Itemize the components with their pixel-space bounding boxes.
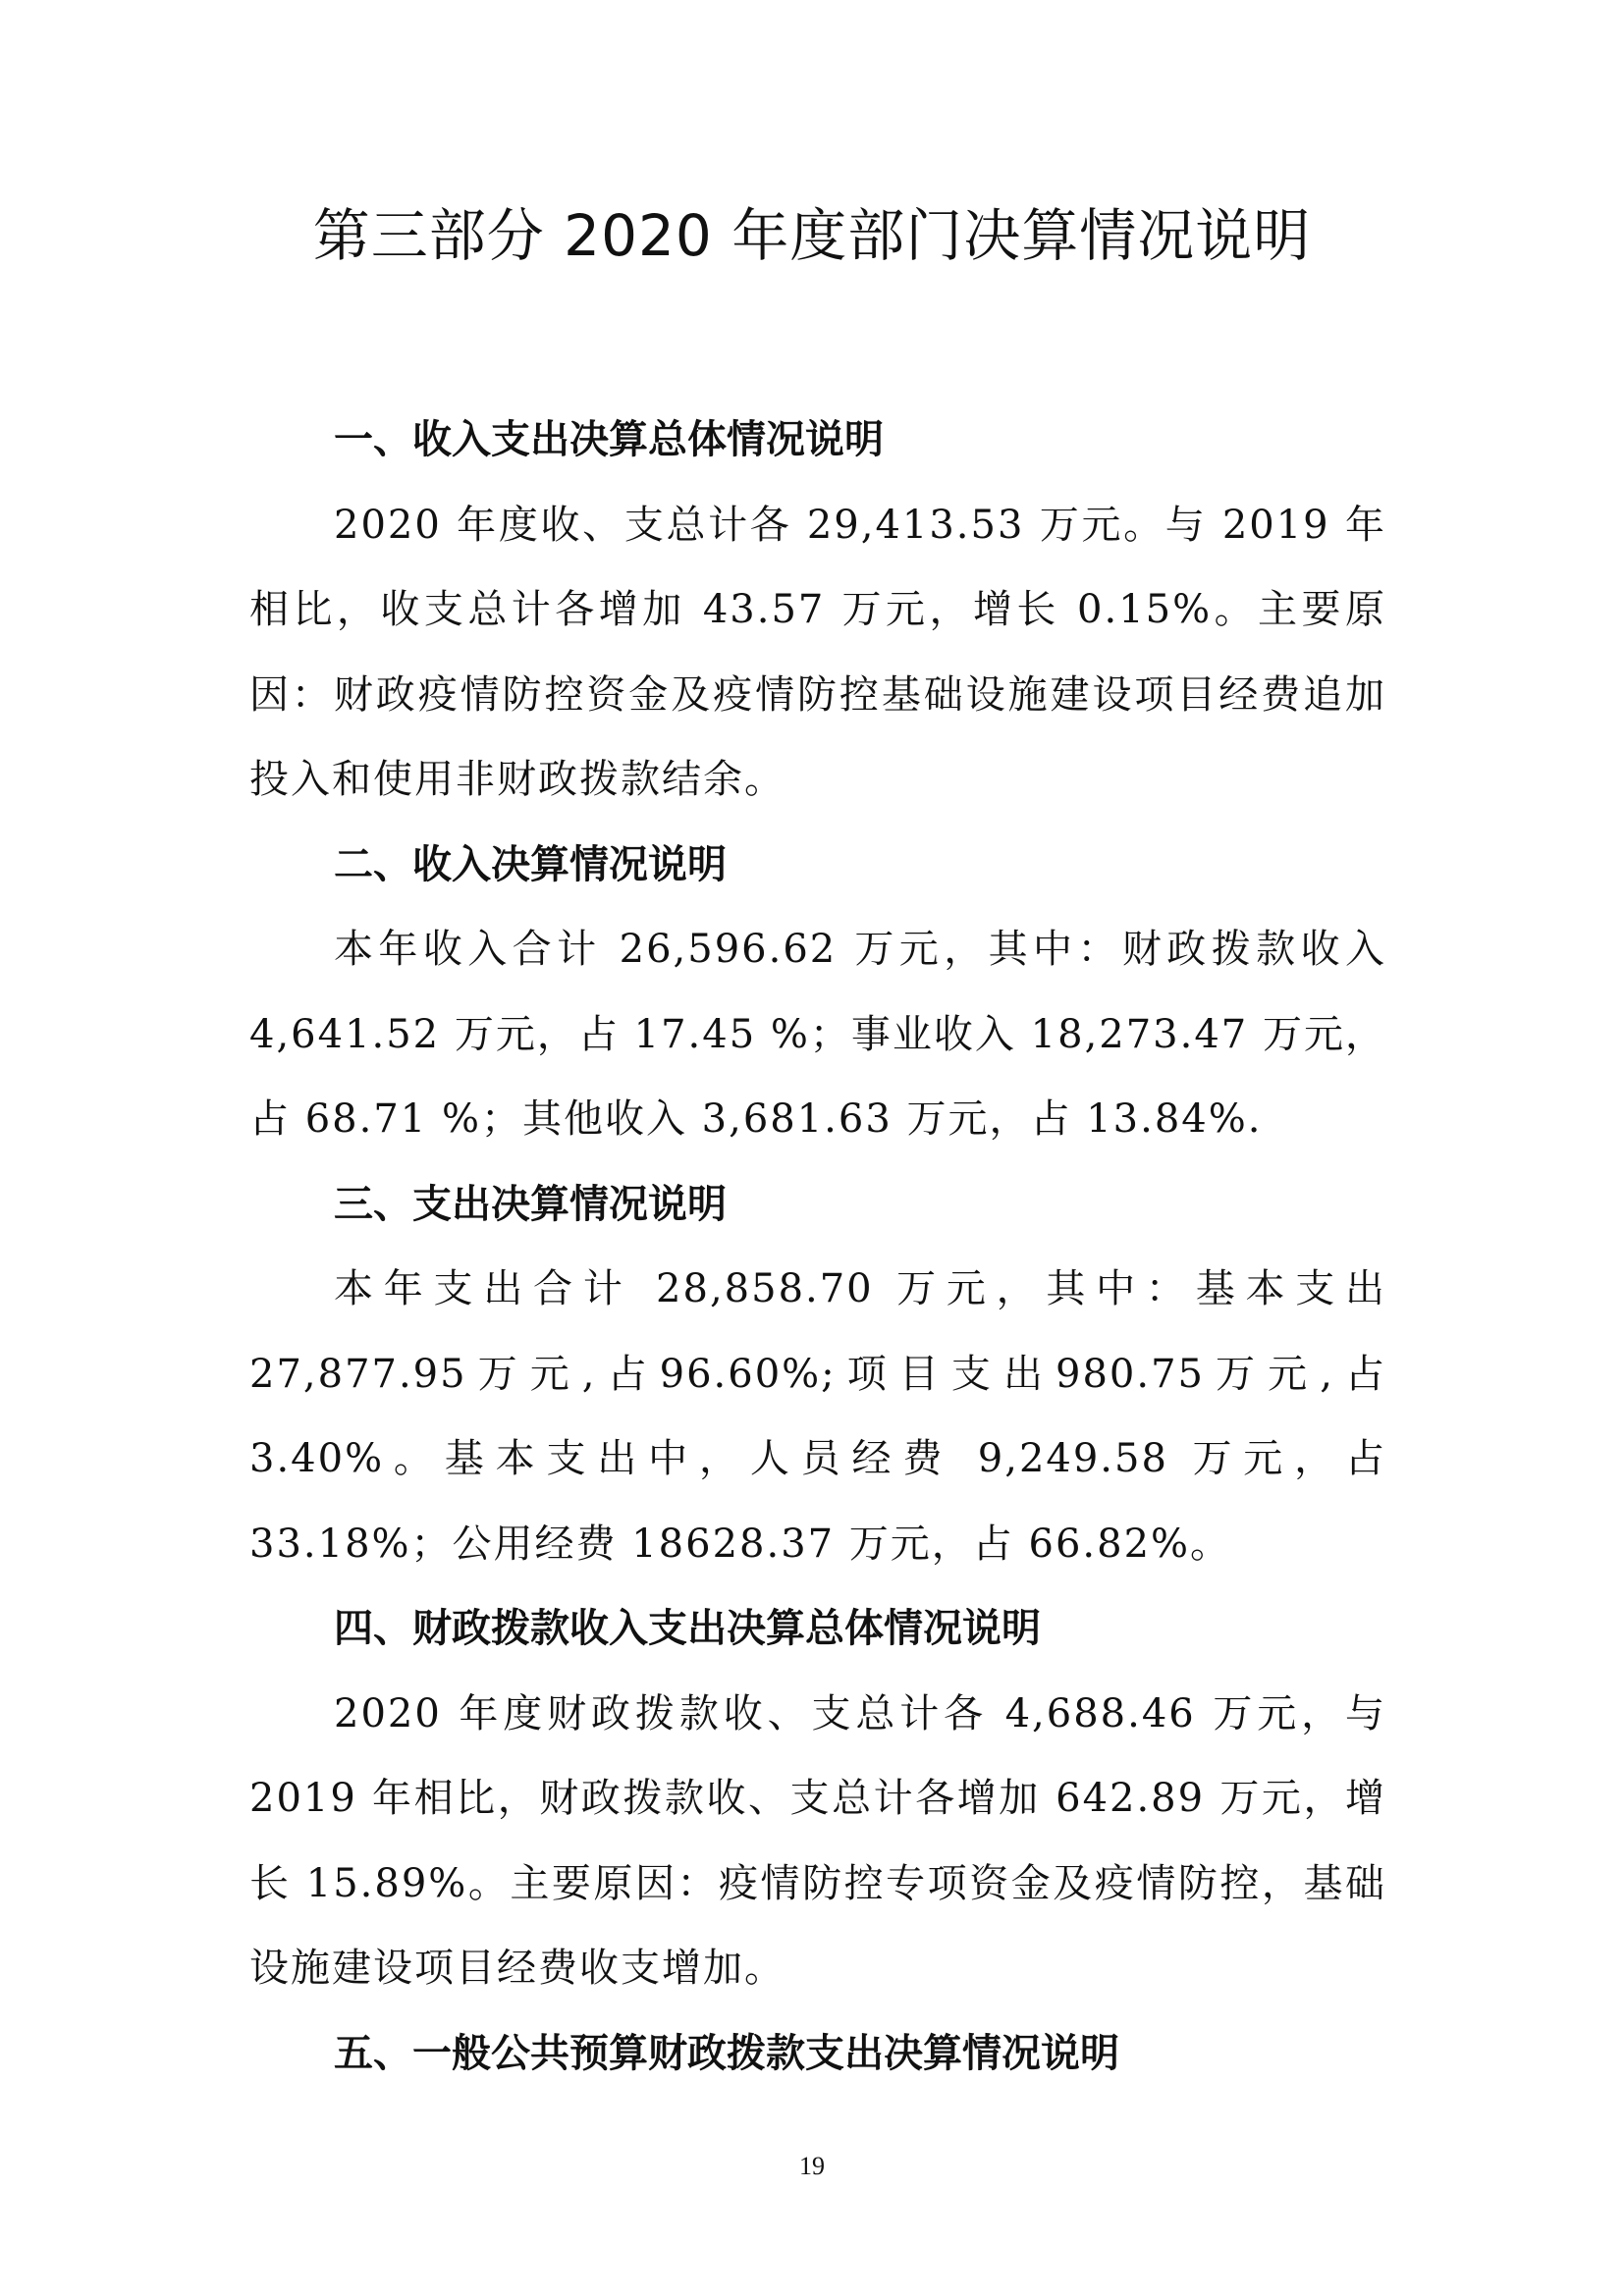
section-3-paragraph: 本年支出合计 28,858.70 万元，其中：基本支出 27,877.95万元,占96.60%;项目支出980.75万元,占3.40%。基本支出中，人员经费 9,249.58 万元，占 33.18%；公用经费 18628.37 万元，占 66.82%。	[249, 1266, 1386, 1567]
section-4-paragraph: 2020 年度财政拨款收、支总计各 4,688.46 万元，与 2019 年相比，财政拨款收、支总计各增加 642.89 万元，增长 15.89%。主要原因：疫情防控专项资金及疫情防控，基础设施建设项目经费收支增加。	[249, 1690, 1386, 1991]
section-1-heading: 一、收入支出决算总体情况说明	[334, 417, 884, 462]
section-5-heading: 五、一般公共预算财政拨款支出决算情况说明	[334, 2030, 1119, 2076]
section-3-heading: 三、支出决算情况说明	[334, 1181, 727, 1227]
section-4-heading: 四、财政拨款收入支出决算总体情况说明	[334, 1606, 1041, 1651]
page-number: 19	[799, 2152, 825, 2180]
section-1-paragraph: 2020 年度收、支总计各 29,413.53 万元。与 2019 年相比，收支总计各增加 43.57 万元，增长 0.15%。主要原因：财政疫情防控资金及疫情防控基础设施建设项目经费追加投入和使用非财政拨款结余。	[249, 502, 1386, 802]
document-body	[249, 398, 1386, 2096]
document-title: 第三部分 2020 年度部门决算情况说明	[312, 202, 1312, 269]
section-2-paragraph: 本年收入合计 26,596.62 万元，其中：财政拨款收入 4,641.52 万元，占 17.45 %；事业收入 18,273.47 万元，占 68.71 %；其他收入 3,681.63 万元，占 13.84%.	[249, 927, 1386, 1142]
section-2-heading: 二、收入决算情况说明	[334, 841, 727, 887]
